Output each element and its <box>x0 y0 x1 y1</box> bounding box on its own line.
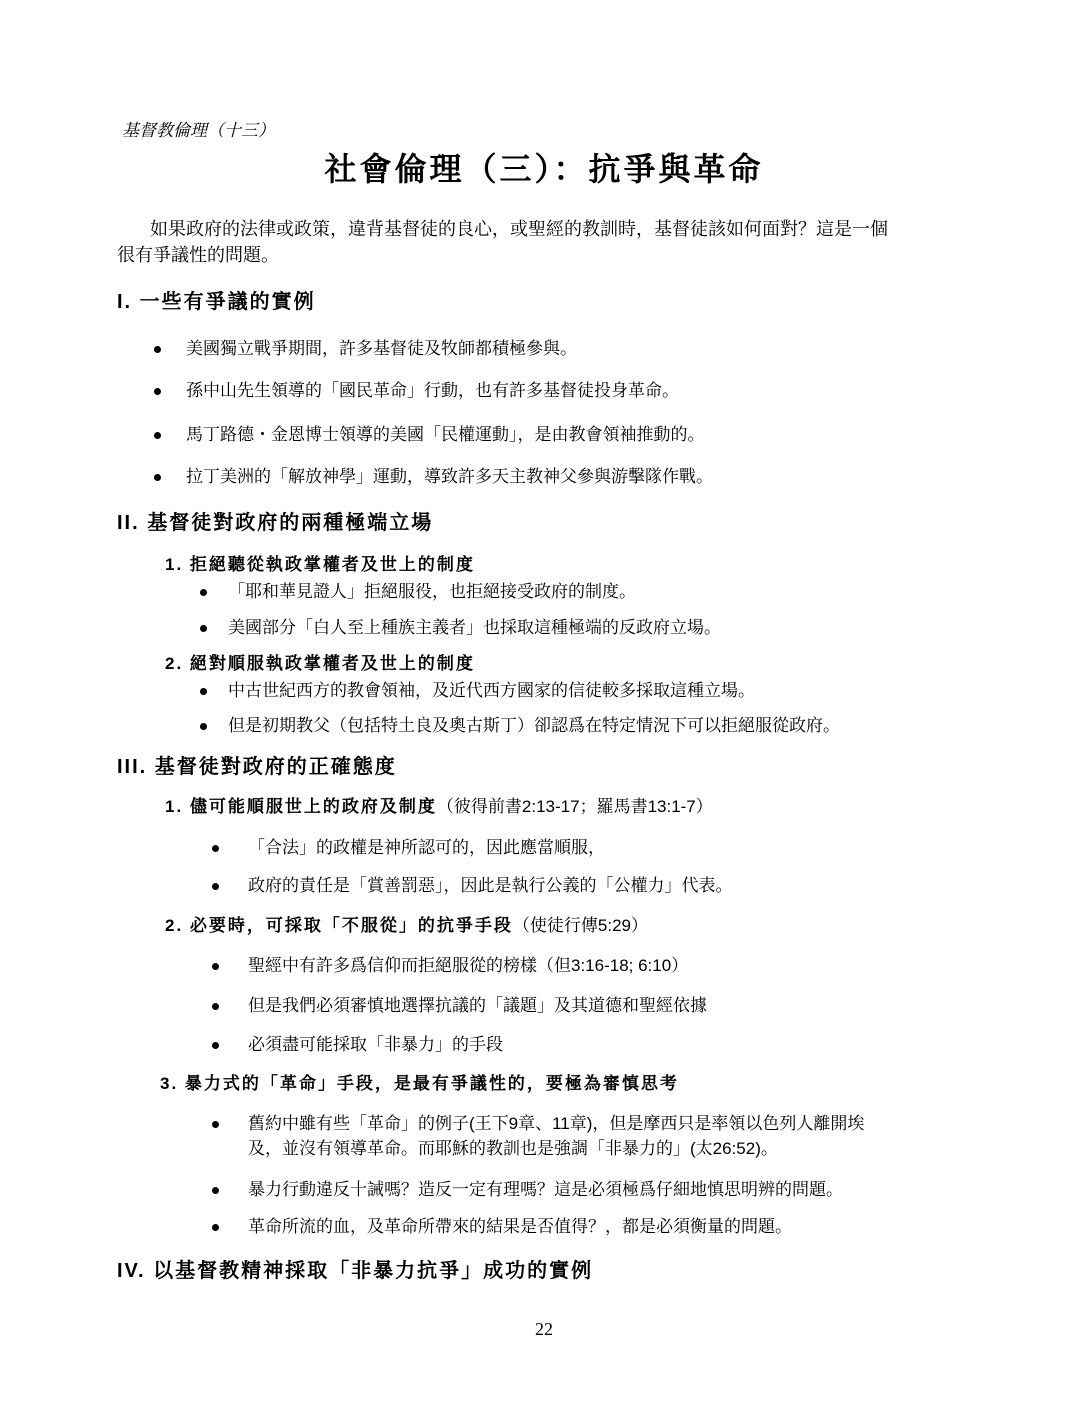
list-item: 必須盡可能採取「非暴力」的手段 <box>248 1035 503 1054</box>
bullet-icon <box>212 963 219 970</box>
list-item: 暴力行動違反十誡嗎？造反一定有理嗎？這是必須極爲仔細地慎思明辨的問題。 <box>248 1180 843 1199</box>
document-header: 基督教倫理（十三） <box>122 121 275 140</box>
page-number: 22 <box>535 1319 553 1339</box>
list-item: 美國部分「白人至上種族主義者」也採取這種極端的反政府立場。 <box>228 618 721 637</box>
list-item: 中古世紀西方的教會領袖，及近代西方國家的信徒較多採取這種立場。 <box>228 681 755 700</box>
list-item: 馬丁路德・金恩博士領導的美國「民權運動」，是由教會領袖推動的。 <box>186 425 705 444</box>
section-heading-3: III. 基督徒對政府的正確態度 <box>117 756 397 778</box>
scripture-reference: （彼得前書2:13-17；羅馬書13:1-7） <box>436 797 713 816</box>
bullet-icon <box>212 883 219 890</box>
list-item: 但是我們必須審慎地選擇抗議的「議題」及其道德和聖經依據 <box>248 996 707 1015</box>
bullet-icon <box>200 688 207 695</box>
subheading <box>165 797 713 817</box>
subheading <box>165 916 648 936</box>
list-item: 「合法」的政權是神所認可的，因此應當順服， <box>248 838 605 857</box>
bullet-icon <box>154 474 161 481</box>
bullet-icon <box>212 845 219 852</box>
subheading: 2. 絕對順服執政掌權者及世上的制度 <box>165 654 475 673</box>
list-item: 政府的責任是「賞善罰惡」，因此是執行公義的「公權力」代表。 <box>248 876 733 895</box>
list-item: 但是初期教父（包括特土良及奧古斯丁）卻認爲在特定情況下可以拒絕服從政府。 <box>228 716 840 735</box>
bullet-icon <box>154 388 161 395</box>
bullet-icon <box>200 589 207 596</box>
list-item: 舊約中雖有些「革命」的例子(王下9章、11章)，但是摩西只是率領以色列人離開埃 <box>248 1114 865 1133</box>
section-heading-4: IV. 以基督教精神採取「非暴力抗爭」成功的實例 <box>117 1260 594 1282</box>
list-item: 孫中山先生領導的「國民革命」行動，也有許多基督徒投身革命。 <box>186 381 679 400</box>
list-item-continuation: 及，並沒有領導革命。而耶穌的教訓也是強調「非暴力的」(太26:52)。 <box>248 1139 778 1158</box>
scripture-reference: （使徒行傳5:29） <box>512 916 648 935</box>
subheading-label: 2. 必要時，可採取「不服從」的抗爭手段 <box>165 916 513 935</box>
bullet-icon <box>200 723 207 730</box>
list-item: 「耶和華見證人」拒絕服役，也拒絕接受政府的制度。 <box>228 582 636 601</box>
list-item: 美國獨立戰爭期間，許多基督徒及牧師都積極參與。 <box>186 339 577 358</box>
bullet-icon <box>212 1042 219 1049</box>
list-item: 聖經中有許多爲信仰而拒絕服從的榜樣（但3:16-18; 6:10） <box>248 956 689 975</box>
subheading: 1. 拒絕聽從執政掌權者及世上的制度 <box>165 555 475 574</box>
bullet-icon <box>200 625 207 632</box>
section-heading-2: II. 基督徒對政府的兩種極端立場 <box>117 512 434 534</box>
bullet-icon <box>212 1224 219 1231</box>
subheading: 3. 暴力式的「革命」手段，是最有爭議性的，要極為審慎思考 <box>160 1074 679 1093</box>
section-heading-1: I. 一些有爭議的實例 <box>117 291 316 313</box>
page-title: 社會倫理（三）：抗爭與革命 <box>324 151 764 187</box>
intro-line-1: 如果政府的法律或政策，違背基督徒的良心，或聖經的教訓時，基督徒該如何面對？這是一個 <box>150 219 888 239</box>
bullet-icon <box>212 1187 219 1194</box>
subheading-label: 1. 儘可能順服世上的政府及制度 <box>165 797 437 816</box>
intro-line-2: 很有爭議性的問題。 <box>117 245 279 265</box>
bullet-icon <box>212 1121 219 1128</box>
bullet-icon <box>154 432 161 439</box>
bullet-icon <box>154 346 161 353</box>
list-item: 拉丁美洲的「解放神學」運動，導致許多天主教神父參與游擊隊作戰。 <box>186 467 713 486</box>
bullet-icon <box>212 1003 219 1010</box>
list-item: 革命所流的血，及革命所帶來的結果是否值得？，都是必須衡量的問題。 <box>248 1217 792 1236</box>
